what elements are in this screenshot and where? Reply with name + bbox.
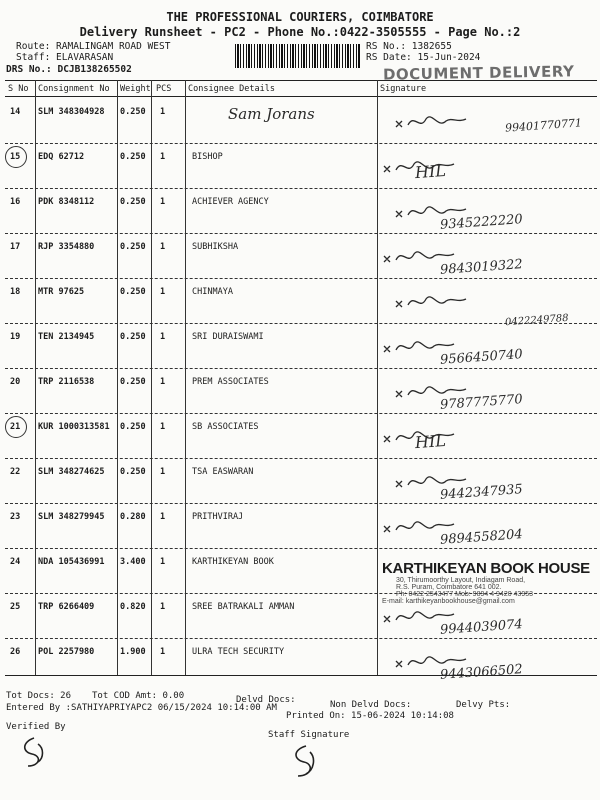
- rs-no-label: RS No.: 1382655: [366, 41, 452, 52]
- row-pcs: 1: [160, 197, 166, 207]
- row-separator: [5, 458, 597, 459]
- row-pcs: 1: [160, 152, 166, 162]
- total-cod-amount: Tot COD Amt: 0.00: [92, 691, 185, 701]
- row-consignee: PREM ASSOCIATES: [192, 377, 269, 387]
- signature-scribble-icon: [392, 289, 472, 315]
- column-divider: [151, 80, 152, 675]
- row-sno: 18: [10, 287, 21, 297]
- row-sno: 21: [10, 422, 21, 432]
- row-weight: 0.250: [120, 152, 146, 162]
- column-divider: [377, 80, 378, 675]
- signature-scribble-icon: [392, 199, 472, 225]
- delivery-points: Delvy Pts:: [456, 700, 511, 710]
- row-consignee: ACHIEVER AGENCY: [192, 197, 269, 207]
- row-weight: 0.250: [120, 107, 146, 117]
- handwritten-signature-phone: 0422249788: [504, 312, 569, 329]
- document-delivery-stamp: DOCUMENT DELIVERY: [382, 62, 575, 84]
- row-consignment-no: SLM 348304928: [38, 107, 105, 117]
- column-header-signature: Signature: [380, 84, 427, 94]
- row-consignee: BISHOP: [192, 152, 223, 162]
- row-consignment-no: EDQ 62712: [38, 152, 85, 162]
- row-sno: 26: [10, 647, 21, 657]
- row-weight: 0.250: [120, 332, 146, 342]
- row-consignee: PRITHVIRAJ: [192, 512, 244, 522]
- table-bottom-border: [5, 675, 597, 676]
- stamp-phone-line: Ph: 0422 2543477 Mob: 9894 4 9420 43953: [396, 591, 534, 598]
- column-divider: [185, 80, 186, 675]
- row-consignee: KARTHIKEYAN BOOK: [192, 557, 274, 567]
- row-separator: [5, 278, 597, 279]
- verified-by-signature-icon: [14, 734, 54, 770]
- stamp-shop-name: KARTHIKEYAN BOOK HOUSE: [382, 560, 590, 577]
- table-top-border: [5, 80, 597, 81]
- row-separator: [5, 413, 597, 414]
- row-sno: 17: [10, 242, 21, 252]
- row-pcs: 1: [160, 377, 166, 387]
- row-consignee: TSA EASWARAN: [192, 467, 254, 477]
- column-header-weight: Weight: [120, 84, 151, 94]
- row-consignment-no: NDA 105436991: [38, 557, 105, 567]
- entered-by: Entered By :SATHIYAPRIYAPC2 06/15/2024 10:14:00 AM: [6, 703, 277, 713]
- stamp-email-line: E-mail: karthikeyanbookhouse@gmail.com: [382, 598, 515, 605]
- total-docs: Tot Docs: 26: [6, 691, 72, 701]
- row-sno: 22: [10, 467, 21, 477]
- handwritten-signature-phone: 99401770771: [504, 116, 583, 135]
- row-pcs: 1: [160, 332, 166, 342]
- delivered-docs: Delvd Docs:: [236, 695, 296, 705]
- signature-scribble-icon: [380, 604, 460, 630]
- column-header-consignee: Consignee Details: [188, 84, 275, 94]
- column-header-sno: S No: [8, 84, 29, 94]
- table-header-border: [5, 96, 597, 97]
- signature-scribble-icon: [392, 109, 472, 135]
- row-sno: 25: [10, 602, 21, 612]
- row-weight: 0.250: [120, 287, 146, 297]
- row-consignment-no: PDK 8348112: [38, 197, 95, 207]
- barcode-image: [235, 44, 360, 68]
- row-separator: [5, 548, 597, 549]
- row-consignee: SUBHIKSHA: [192, 242, 239, 252]
- row-sno: 24: [10, 557, 21, 567]
- handwritten-signature-phone: 9944039074: [439, 617, 524, 638]
- row-pcs: 1: [160, 287, 166, 297]
- route-label: Route: RAMALINGAM ROAD WEST: [16, 41, 171, 52]
- row-pcs: 1: [160, 107, 166, 117]
- row-separator: [5, 368, 597, 369]
- row-pcs: 1: [160, 647, 166, 657]
- row-weight: 0.250: [120, 467, 146, 477]
- row-consignee: CHINMAYA: [192, 287, 233, 297]
- row-pcs: 1: [160, 467, 166, 477]
- row-weight: 0.250: [120, 197, 146, 207]
- row-consignee: SB ASSOCIATES: [192, 422, 259, 432]
- drs-label: DRS No.: DCJB138265502: [6, 64, 132, 75]
- signature-scribble-icon: [392, 649, 472, 675]
- row-consignment-no: MTR 97625: [38, 287, 85, 297]
- staff-signature-label: Staff Signature: [268, 730, 350, 740]
- row-consignment-no: SLM 348279945: [38, 512, 105, 522]
- circled-sno-mark: [5, 416, 27, 438]
- stamp-address-line: R.S. Puram, Coimbatore 641 002.: [396, 584, 502, 591]
- column-divider: [117, 80, 118, 675]
- row-consignment-no: TEN 2134945: [38, 332, 95, 342]
- staff-signature-icon: [284, 742, 324, 782]
- row-separator: [5, 143, 597, 144]
- row-weight: 3.400: [120, 557, 146, 567]
- signature-scribble-icon: [380, 514, 460, 540]
- row-weight: 0.250: [120, 377, 146, 387]
- printed-on: Printed On: 15-06-2024 10:14:08: [286, 711, 454, 721]
- row-consignment-no: POL 2257980: [38, 647, 95, 657]
- row-sno: 15: [10, 152, 21, 162]
- row-separator: [5, 638, 597, 639]
- handwritten-signature-phone: HIL: [414, 430, 447, 453]
- row-consignee: SREE BATRAKALI AMMAN: [192, 602, 295, 612]
- row-weight: 0.820: [120, 602, 146, 612]
- column-header-pcs: PCS: [156, 84, 172, 94]
- column-header-consignment: Consignment No: [38, 84, 110, 94]
- handwritten-signature-phone: 9894558204: [439, 527, 524, 548]
- circled-sno-mark: [5, 146, 27, 168]
- stamp-address-line: 30, Thirumoorthy Layout, Indiagam Road,: [396, 577, 526, 584]
- row-weight: 0.250: [120, 242, 146, 252]
- signature-scribble-icon: [380, 424, 460, 453]
- row-sno: 23: [10, 512, 21, 522]
- row-consignment-no: TRP 2116538: [38, 377, 95, 387]
- signature-scribble-icon: [392, 379, 472, 405]
- row-sno: 14: [10, 107, 21, 117]
- row-pcs: 1: [160, 242, 166, 252]
- handwritten-signature-phone: 9843019322: [439, 257, 524, 278]
- handwritten-signature-phone: 9566450740: [439, 347, 524, 368]
- row-consignment-no: KUR 1000313581: [38, 422, 110, 432]
- signature-scribble-icon: [392, 469, 472, 495]
- row-pcs: 1: [160, 602, 166, 612]
- row-sno: 20: [10, 377, 21, 387]
- signature-scribble-icon: [380, 244, 460, 270]
- column-divider: [35, 80, 36, 675]
- verified-by-label: Verified By: [6, 722, 66, 732]
- row-separator: [5, 503, 597, 504]
- runsheet-subtitle: Delivery Runsheet - PC2 - Phone No.:0422-3505555 - Page No.:2: [79, 25, 521, 39]
- handwritten-signature-phone: 9345222220: [439, 212, 524, 233]
- handwritten-signature-phone: 9787775770: [439, 392, 524, 413]
- row-separator: [5, 188, 597, 189]
- row-separator: [5, 233, 597, 234]
- row-pcs: 1: [160, 422, 166, 432]
- row-pcs: 1: [160, 557, 166, 567]
- row-sno: 16: [10, 197, 21, 207]
- row-pcs: 1: [160, 512, 166, 522]
- karthikeyan-book-house-stamp: [382, 560, 592, 605]
- row-sno: 19: [10, 332, 21, 342]
- row-consignment-no: RJP 3354880: [38, 242, 95, 252]
- signature-scribble-icon: [380, 334, 460, 360]
- rs-date-label: RS Date: 15-Jun-2024: [366, 52, 481, 63]
- handwritten-signature-phone: HIL: [414, 160, 447, 183]
- row-weight: 1.900: [120, 647, 146, 657]
- row-consignment-no: TRP 6266409: [38, 602, 95, 612]
- signature-scribble-icon: [380, 154, 460, 183]
- company-title: THE PROFESSIONAL COURIERS, COIMBATORE: [166, 10, 434, 24]
- row-consignee: SRI DURAISWAMI: [192, 332, 264, 342]
- row-weight: 0.250: [120, 422, 146, 432]
- row-consignee: ULRA TECH SECURITY: [192, 647, 285, 657]
- handwritten-signature-phone: 9443066502: [439, 662, 524, 683]
- row-weight: 0.280: [120, 512, 146, 522]
- handwritten-signature-phone: 9442347935: [439, 482, 524, 503]
- row-consignee: Sam Jorans: [228, 105, 315, 123]
- non-delivered-docs: Non Delvd Docs:: [330, 700, 412, 710]
- staff-label: Staff: ELAVARASAN: [16, 52, 114, 63]
- row-consignment-no: SLM 348274625: [38, 467, 105, 477]
